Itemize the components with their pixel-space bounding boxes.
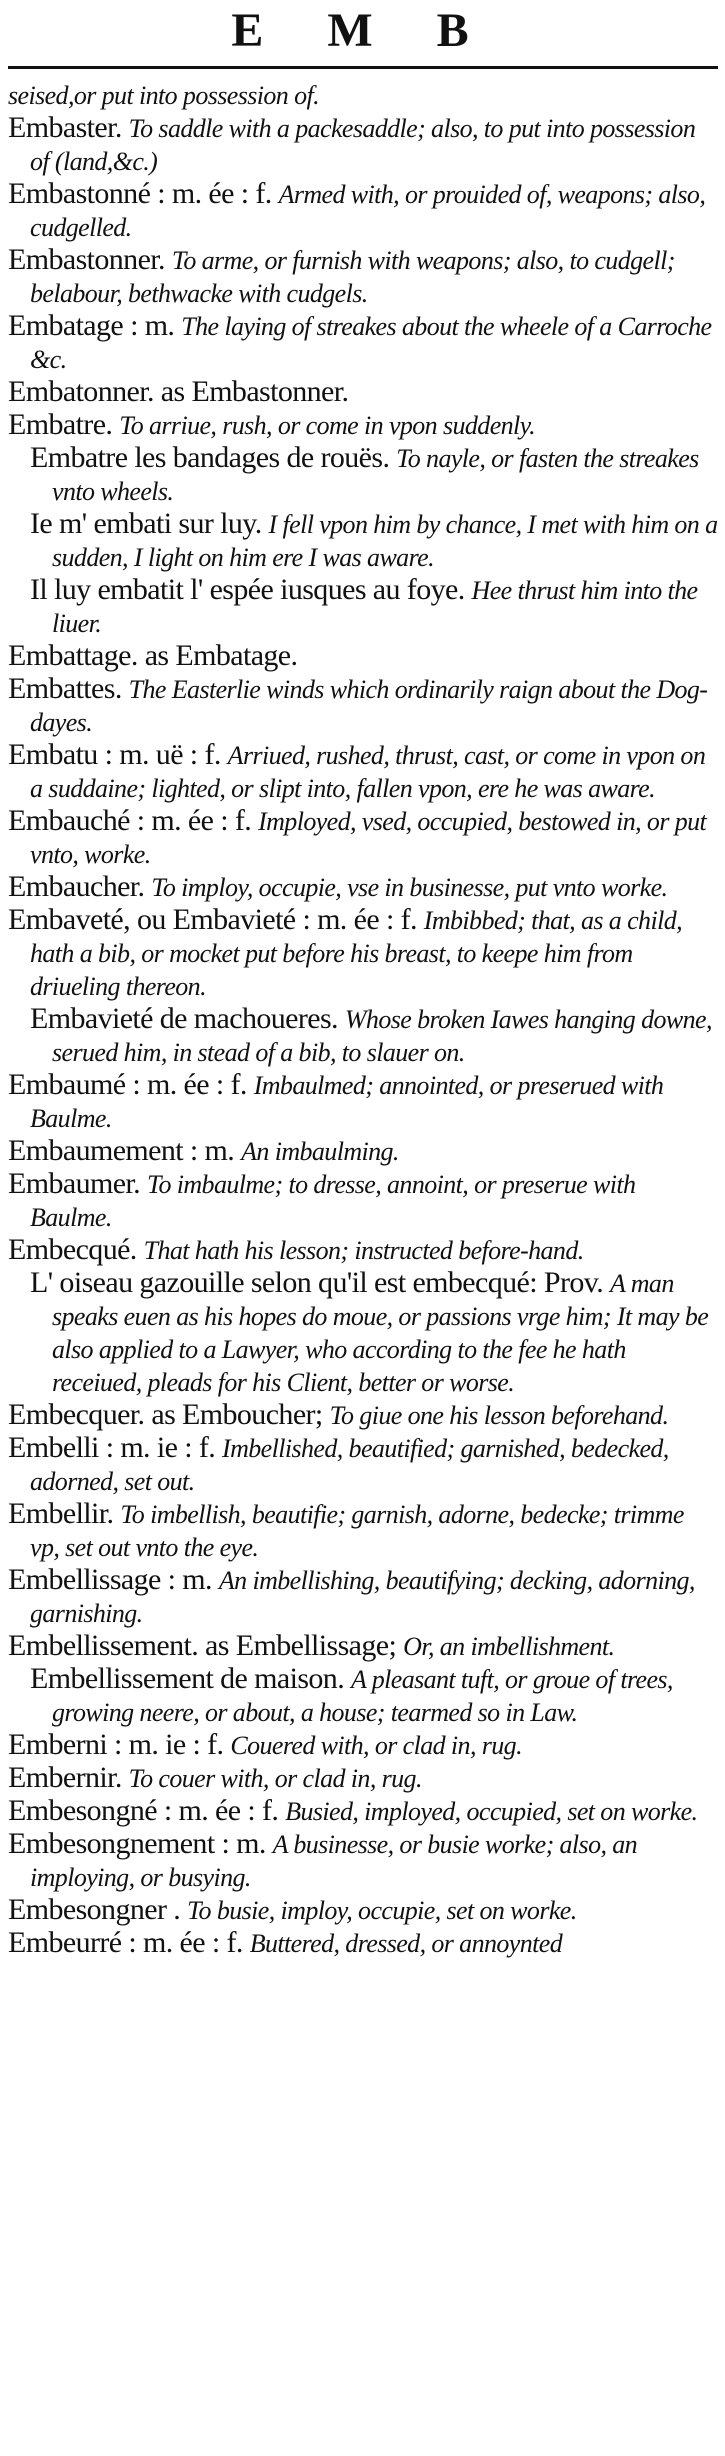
headword: Embernir. (8, 1761, 122, 1794)
headword: Embesongné (8, 1794, 157, 1827)
headword: Embesongnement (8, 1827, 215, 1860)
grammar-note: : m. ée : f. (136, 804, 252, 837)
definition: An imbellishing, beautifying; decking, adorning, garnishing. (30, 1566, 695, 1628)
dictionary-entry (8, 1234, 718, 1267)
definition: A man speaks euen as his hopes do moue, or passions vrge him; It may be also applied to a Lawyer, who according to the fee he hath receiued, pleads for his Client, better or worse. (52, 1269, 709, 1397)
headword: Embaveté, ou Embavieté (8, 903, 296, 936)
definition: That hath his lesson; instructed before-hand. (143, 1236, 584, 1265)
headword: Embaucher. (8, 870, 145, 903)
definition: Imbellished, beautified; garnished, bedecked, adorned, set out. (30, 1434, 669, 1496)
sub-entry (8, 1663, 718, 1729)
header-rule (8, 66, 718, 69)
grammar-note: : m. ée : f. (128, 1926, 243, 1959)
definition: Armed with, or prouided of, weapons; also, cudgelled. (30, 180, 706, 242)
grammar-note: : m. ée : f. (132, 1068, 247, 1101)
grammar-note: as Embellissage; (205, 1629, 397, 1662)
definition: To imploy, occupie, vse in businesse, put vnto worke. (151, 873, 668, 902)
grammar-note: as Embastonner. (160, 375, 349, 408)
dictionary-entry (8, 112, 718, 178)
definition: Imployed, vsed, occupied, bestowed in, or put vnto, worke. (30, 807, 707, 869)
grammar-note: : m. ée : f. (302, 903, 417, 936)
headword: Embatre les bandages de rouës. (30, 441, 390, 474)
definition: Arriued, rushed, thrust, cast, or come in vpon on a suddaine; lighted, or slipt into, fallen vpon, ere he was aware. (30, 741, 706, 803)
definition: To imbaulme; to dresse, annoint, or preserue with Baulme. (30, 1170, 636, 1232)
headword: Embeurré (8, 1926, 122, 1959)
headword: Ie m' embati sur luy. (30, 507, 262, 540)
definition: Whose broken Iawes hanging downe, serued him, in stead of a bib, to slauer on. (52, 1005, 712, 1067)
dictionary-entry (8, 1729, 718, 1762)
grammar-note: Prov. (543, 1266, 604, 1299)
headword: Emberni (8, 1728, 108, 1761)
dictionary-entry (8, 1069, 718, 1135)
dictionary-entry (8, 1762, 718, 1795)
definition: To imbellish, beautifie; garnish, adorne, bedecke; trimme vp, set out vnto the eye. (30, 1500, 684, 1562)
definition: Hee thrust him into the liuer. (52, 576, 698, 638)
dictionary-entry (8, 1564, 718, 1630)
headword: Embastonner. (8, 243, 165, 276)
headword: Embaumer. (8, 1167, 141, 1200)
headword: L' oiseau gazouille selon qu'il est embecqué: (30, 1266, 537, 1299)
headword: Embellissage (8, 1563, 161, 1596)
dictionary-entry (8, 244, 718, 310)
dictionary-entry (8, 310, 718, 376)
definition: A businesse, or busie worke; also, an imploying, or busying. (30, 1830, 638, 1892)
dictionary-entry (8, 673, 718, 739)
definition: The laying of streakes about the wheele of a Carroche &c. (30, 312, 712, 374)
dictionary-entry (8, 376, 718, 409)
headword: Embellissement. (8, 1629, 199, 1662)
headword: Il luy embatit l' espée iusques au foye. (30, 573, 465, 606)
page-header: E M B (231, 4, 495, 57)
definition: To busie, imploy, occupie, set on worke. (187, 1896, 577, 1925)
dictionary-entry (8, 1828, 718, 1894)
grammar-note: as Embatage. (144, 639, 298, 672)
headword: Embattage. (8, 639, 138, 672)
definition: An imbaulming. (241, 1137, 399, 1166)
dictionary-entry (8, 871, 718, 904)
dictionary-entry (8, 1135, 718, 1168)
sub-entry (8, 508, 718, 574)
definition: I fell vpon him by chance, I met with him on a sudden, I light on him ere I was aware. (52, 510, 718, 572)
headword: Embellir. (8, 1497, 114, 1530)
headword: Embatonner. (8, 375, 154, 408)
dictionary-entry (8, 739, 718, 805)
definition: A pleasant tuft, or groue of trees, growing neere, or about, a house; tearmed so in Law. (52, 1665, 673, 1727)
headword: Embecqué. (8, 1233, 137, 1266)
headword: Embesongner . (8, 1893, 181, 1926)
grammar-note: : m. ée : f. (157, 177, 272, 210)
grammar-note: : m. uë : f. (104, 738, 221, 771)
definition: To giue one his lesson beforehand. (329, 1401, 669, 1430)
grammar-note: : m. (167, 1563, 212, 1596)
definition: To saddle with a packesaddle; also, to put into possession of (land,&c.) (30, 114, 696, 176)
definition: Buttered, dressed, or annoynted (249, 1929, 563, 1958)
grammar-note: : m. (189, 1134, 235, 1167)
entry-list (8, 79, 718, 1960)
grammar-note: : m. ie : f. (105, 1431, 216, 1464)
dictionary-entry (8, 1432, 718, 1498)
definition: Or, an imbellishment. (403, 1632, 615, 1661)
definition: Imbaulmed; annointed, or preserued with Baulme. (30, 1071, 664, 1133)
dictionary-entry (8, 79, 718, 112)
dictionary-entry (8, 1894, 718, 1927)
sub-entry (8, 442, 718, 508)
headword: Embatage (8, 309, 124, 342)
grammar-note: : m. ée : f. (163, 1794, 279, 1827)
dictionary-entry (8, 805, 718, 871)
headword: Embecquer. (8, 1398, 145, 1431)
dictionary-entry (8, 1630, 718, 1663)
sub-entry (8, 1267, 718, 1399)
grammar-note: : m. (130, 309, 175, 342)
dictionary-entry (8, 904, 718, 1003)
dictionary-entry (8, 640, 718, 673)
headword: Embatu (8, 738, 98, 771)
dictionary-entry (8, 1168, 718, 1234)
headword: Embavieté de machoueres. (30, 1002, 338, 1035)
definition: Imbibbed; that, as a child, hath a bib, or mocket put before his breast, to keepe him from driueling thereon. (30, 906, 682, 1001)
headword: Embellissement de maison. (30, 1662, 345, 1695)
dictionary-entry (8, 1795, 718, 1828)
dictionary-page (8, 0, 718, 2456)
headword: Embaumé (8, 1068, 126, 1101)
definition: To arme, or furnish with weapons; also, to cudgell; belabour, bethwacke with cudgels. (30, 246, 675, 308)
definition: To arriue, rush, or come in vpon suddenly. (119, 411, 536, 440)
grammar-note: as Emboucher; (151, 1398, 323, 1431)
definition: seised,or put into possession of. (8, 81, 319, 110)
headword: Embattes. (8, 672, 122, 705)
definition: The Easterlie winds which ordinarily raign about the Dog-dayes. (30, 675, 708, 737)
definition: To nayle, or fasten the streakes vnto wheels. (52, 444, 699, 506)
sub-entry (8, 1003, 718, 1069)
headword: Embaumement (8, 1134, 184, 1167)
headword: Embatre. (8, 408, 113, 441)
headword: Embaster. (8, 111, 122, 144)
headword: Embauché (8, 804, 130, 837)
headword: Embastonné (8, 177, 151, 210)
dictionary-entry (8, 1927, 718, 1960)
definition: Busied, imployed, occupied, set on worke. (285, 1797, 698, 1826)
sub-entry (8, 574, 718, 640)
definition: To couer with, or clad in, rug. (128, 1764, 422, 1793)
grammar-note: : m. (221, 1827, 266, 1860)
definition: Couered with, or clad in, rug. (230, 1731, 522, 1760)
dictionary-entry (8, 409, 718, 442)
grammar-note: : m. ie : f. (114, 1728, 224, 1761)
dictionary-entry (8, 1399, 718, 1432)
headword: Embelli (8, 1431, 99, 1464)
dictionary-entry (8, 1498, 718, 1564)
dictionary-entry (8, 178, 718, 244)
